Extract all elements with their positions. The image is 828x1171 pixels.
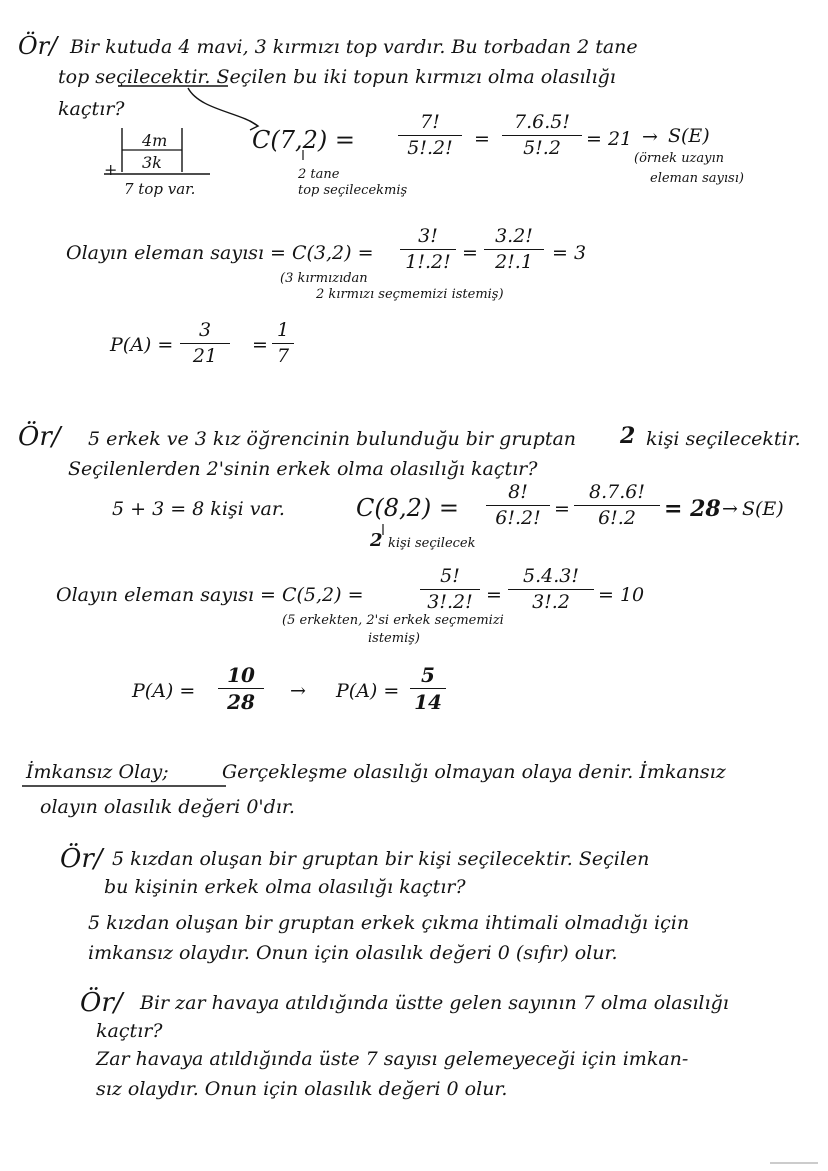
ex1-event-fraction-2-den: 2!.1 — [495, 250, 533, 273]
example-1-question-line-1: Bir kutuda 4 mavi, 3 kırmızı top vardır. Bu torbadan 2 tane — [70, 36, 638, 58]
ex1-event-fraction-2-num: 3.2! — [495, 225, 533, 247]
ex2-equals: = — [554, 498, 570, 520]
example-2-question-line-2: Seçilenlerden 2'sinin erkek olma olasılığı kaçtır? — [68, 458, 538, 480]
ex2-probability-fraction — [218, 664, 264, 713]
box-total: 7 top var. — [124, 180, 196, 198]
box-red-count: 3k — [142, 153, 162, 172]
impossible-definition-line-1: Gerçekleşme olasılığı olmayan olaya denir. İmkansız — [222, 761, 726, 783]
ex1-event-result: = 3 — [552, 242, 587, 264]
ex2-fraction-2-den: 6!.2 — [598, 506, 636, 529]
box-plus: + — [104, 160, 118, 179]
ex1-fraction-2-num: 7.6.5! — [514, 111, 570, 133]
ex2-count: 5 + 3 = 8 kişi var. — [112, 498, 285, 520]
example-4-marker: Ör/ — [80, 988, 123, 1018]
ex2-fraction-1 — [486, 482, 550, 529]
ex1-event-fraction-1 — [400, 226, 456, 273]
example-2-question-number: 2 — [620, 423, 636, 449]
example-1-marker: Ör/ — [18, 32, 58, 60]
example-1-question-line-3: kaçtır? — [58, 98, 125, 120]
ex2-event-fraction-2 — [508, 566, 594, 613]
ex1-probability-equals: = — [252, 334, 268, 356]
ex1-probability-simplified-den: 7 — [276, 344, 290, 367]
ex2-event-note-1: (5 erkekten, 2'si erkek seçmemizi — [282, 613, 504, 628]
ex2-probability-label: P(A) = — [132, 680, 196, 702]
ex1-probability-simplified — [272, 320, 294, 367]
example-4-question-line-1: Bir zar havaya atıldığında üstte gelen sayının 7 olma olasılığı — [140, 992, 729, 1014]
ex2-probability-label-2: P(A) = — [336, 680, 400, 702]
example-3-question-line-2: bu kişinin erkek olma olasılığı kaçtır? — [104, 876, 466, 898]
example-4-answer-line-2: sız olaydır. Onun için olasılık değeri 0 olur. — [96, 1078, 508, 1100]
ex2-event-fraction-1 — [420, 566, 480, 613]
example-2-marker: Ör/ — [18, 422, 61, 452]
ex1-fraction-2 — [502, 112, 582, 159]
ex2-c-result: = 28 — [664, 496, 721, 522]
ex1-event-fraction-1-num: 3! — [418, 225, 438, 247]
ex1-arrow: → — [642, 126, 658, 148]
ex1-fraction-1-num: 7! — [420, 111, 440, 133]
ex2-event-note-2: istemiş) — [368, 631, 420, 646]
example-2-question-line-1c: kişi seçilecektir. — [646, 428, 801, 450]
ex2-probability-simplified-den: 14 — [414, 690, 442, 714]
ex1-event-equals: = — [462, 242, 478, 264]
ex1-fraction-2-den: 5!.2 — [523, 136, 561, 159]
ex1-probability-fraction — [180, 320, 230, 367]
example-3-marker: Ör/ — [60, 844, 103, 874]
ex2-probability-num: 10 — [227, 663, 255, 687]
ex2-probability-arrow: → — [290, 680, 306, 702]
ex2-probability-simplified — [410, 664, 446, 713]
ex2-fraction-1-den: 6!.2! — [495, 506, 541, 529]
ex2-under-note: kişi seçilecek — [388, 536, 476, 551]
ex1-under-note-1: 2 tane — [298, 167, 340, 182]
ex2-event-fraction-1-den: 3!.2! — [427, 590, 473, 613]
ex1-event-note-1: (3 kırmızıdan — [280, 271, 368, 286]
ex2-event-fraction-2-num: 5.4.3! — [523, 565, 579, 587]
ex1-under-note-2: top seçilecekmiş — [298, 183, 408, 198]
ex2-event-fraction-2-den: 3!.2 — [532, 590, 570, 613]
example-4-question-line-2: kaçtır? — [96, 1020, 163, 1042]
example-4-answer-line-1: Zar havaya atıldığında üste 7 sayısı gelemeyeceği için imkan- — [96, 1048, 689, 1070]
ex2-fraction-2 — [574, 482, 660, 529]
ex1-probability-label: P(A) = — [110, 334, 174, 356]
ex1-probability-den: 21 — [192, 344, 218, 367]
ex1-sample-space: S(E) — [668, 125, 710, 147]
ex1-fraction-1-den: 5!.2! — [407, 136, 453, 159]
ex2-arrow: → — [722, 498, 738, 520]
example-1-question-line-2: top seçilecektir. Seçilen bu iki topun kırmızı olma olasılığı — [58, 66, 616, 88]
impossible-definition-line-2: olayın olasılık değeri 0'dır. — [40, 796, 295, 818]
ex1-fraction-1 — [398, 112, 462, 159]
example-3-question-line-1: 5 kızdan oluşan bir gruptan bir kişi seçilecektir. Seçilen — [112, 848, 650, 870]
impossible-title: İmkansız Olay; — [26, 761, 169, 783]
ex1-event-fraction-2 — [484, 226, 544, 273]
box-blue-count: 4m — [142, 131, 168, 150]
ex1-equals: = — [474, 128, 490, 150]
example-3-answer-line-2: imkansız olaydır. Onun için olasılık değeri 0 (sıfır) olur. — [88, 942, 618, 964]
ex1-event-fraction-1-den: 1!.2! — [405, 250, 451, 273]
ex2-event-result: = 10 — [598, 584, 645, 606]
example-3-answer-line-1: 5 kızdan oluşan bir gruptan erkek çıkma ihtimali olmadığı için — [88, 912, 690, 934]
ex1-sample-note-1: (örnek uzayın — [634, 151, 725, 166]
ex2-event-fraction-1-num: 5! — [440, 565, 460, 587]
ex2-event-label: Olayın eleman sayısı = C(5,2) = — [56, 584, 364, 606]
ex2-probability-den: 28 — [227, 690, 255, 714]
ex2-event-equals: = — [486, 584, 502, 606]
ex2-probability-simplified-num: 5 — [421, 663, 435, 687]
ex1-probability-num: 3 — [198, 319, 212, 341]
ex2-fraction-1-num: 8! — [508, 481, 528, 503]
ex1-event-note-2: 2 kırmızı seçmemizi istemiş) — [316, 287, 504, 302]
ex1-c-result: = 21 — [586, 128, 633, 150]
ex1-sample-note-2: eleman sayısı) — [650, 171, 744, 186]
example-2-question-line-1a: 5 erkek ve 3 kız öğrencinin bulunduğu bir gruptan — [88, 428, 577, 450]
ex1-event-label: Olayın eleman sayısı = C(3,2) = — [66, 242, 374, 264]
ex2-fraction-2-num: 8.7.6! — [589, 481, 645, 503]
ex2-combination-expr: C(8,2) = — [356, 494, 459, 522]
ex1-probability-simplified-num: 1 — [276, 319, 290, 341]
ex2-under-number: 2 — [370, 530, 383, 551]
ex1-combination-expr: C(7,2) = — [252, 126, 355, 154]
ex2-sample-space: S(E) — [742, 498, 784, 520]
